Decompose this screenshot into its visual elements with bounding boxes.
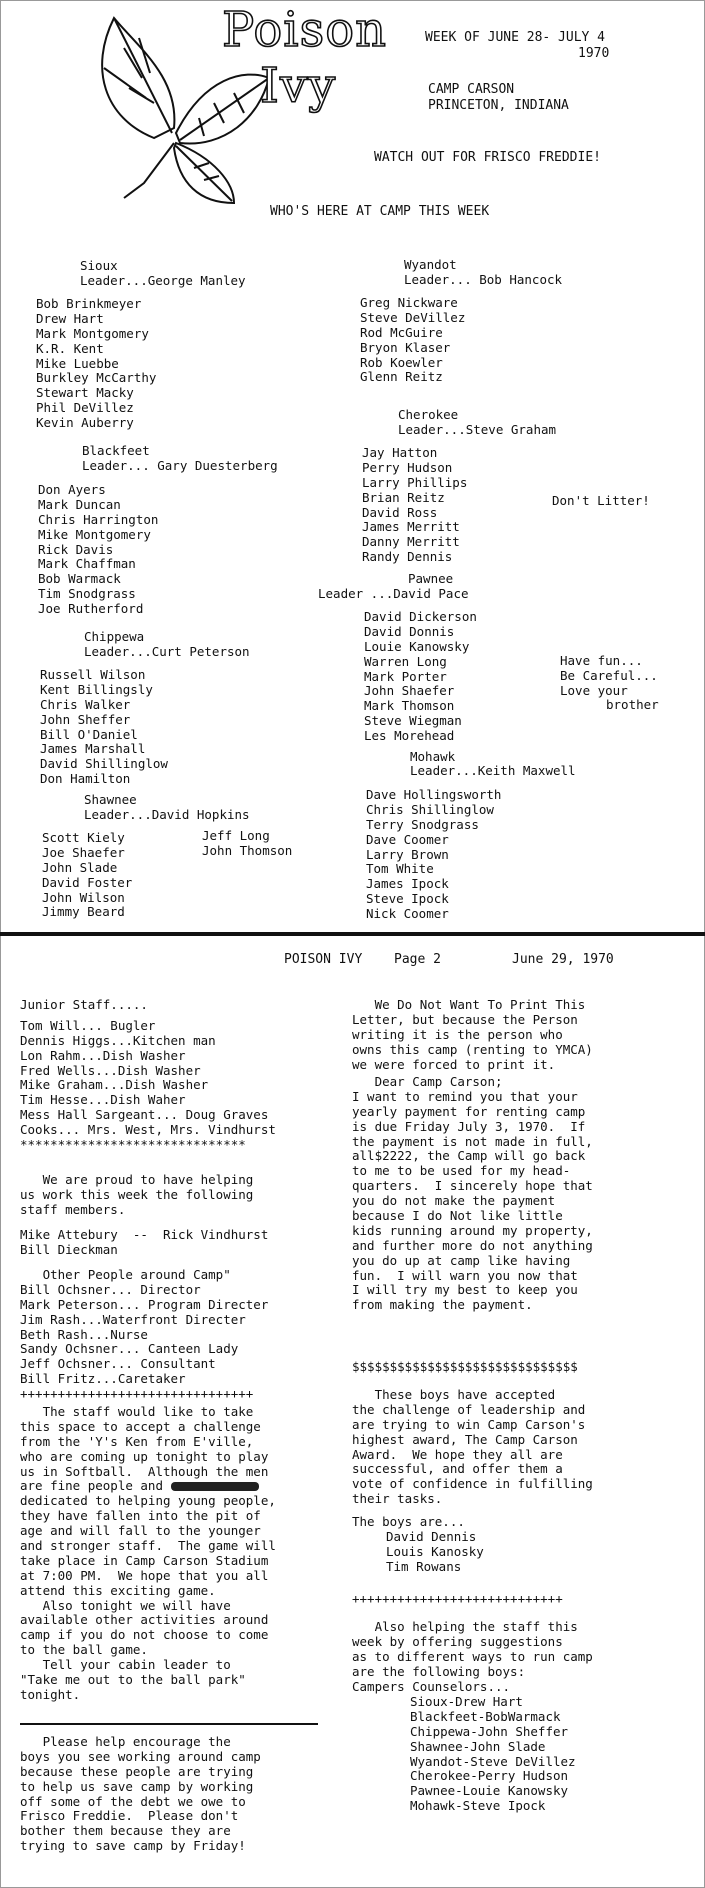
pawnee-cabin-name: Pawnee <box>408 571 454 586</box>
list-item: Scott Kiely <box>42 830 125 845</box>
junior-staff-section <box>20 998 276 1153</box>
list-item: Nick Coomer <box>366 906 449 922</box>
list-item: Mike Luebbe <box>36 355 119 371</box>
other-people-list <box>20 1268 268 1402</box>
list-item: Pawnee-Louie Kanowsky <box>410 1783 569 1799</box>
list-item: Bill Ochsner... Director <box>20 1281 201 1297</box>
list-item: David Foster <box>42 874 133 890</box>
list-item: Mark Duncan <box>38 496 121 512</box>
text-line: at 7:00 PM. We hope that you all <box>20 1567 269 1583</box>
list-item: Mohawk-Steve Ipock <box>410 1798 546 1814</box>
text-line: We are proud to have helping <box>20 1172 254 1187</box>
text-line: trying to save camp by Friday! <box>20 1838 246 1854</box>
text-line: their tasks. <box>352 1491 443 1507</box>
list-item: Burkley McCarthy <box>36 370 157 386</box>
list-item: Steve Ipock <box>366 891 449 907</box>
pawnee-members <box>364 610 477 744</box>
list-item: Tim Hesse...Dish Waher <box>20 1092 186 1108</box>
list-item: David Dennis <box>386 1529 477 1544</box>
text-line: bother them because they are <box>20 1823 231 1839</box>
list-item: James Merritt <box>362 519 460 535</box>
text-line: are fine people and <box>20 1479 276 1494</box>
list-item: John Slade <box>42 859 118 875</box>
camp-location: PRINCETON, INDIANA <box>428 98 569 113</box>
warning-line: WATCH OUT FOR FRISCO FREDDIE! <box>374 150 601 165</box>
list-item: Shawnee-John Slade <box>410 1738 546 1754</box>
list-item: Chris Walker <box>40 696 131 712</box>
list-item: Mess Hall Sargeant... Doug Graves <box>20 1107 269 1123</box>
page2-header-date: June 29, 1970 <box>512 952 614 967</box>
list-item: Phil DeVillez <box>36 400 134 416</box>
list-item: Wyandot-Steve DeVillez <box>410 1753 576 1769</box>
list-item: Tim Rowans <box>386 1558 462 1574</box>
text-line: and stronger staff. The game will <box>20 1538 276 1554</box>
list-item: David Dickerson <box>364 609 477 624</box>
list-item: Les Morehead <box>364 728 455 744</box>
letter-body <box>352 1075 593 1313</box>
text-line: the payment is not made in full, <box>352 1133 593 1149</box>
chippewa-cabin-name: Chippewa <box>84 629 145 644</box>
boys-are-label: The boys are... <box>352 1514 465 1529</box>
text-line: Also tonight we will have <box>20 1597 231 1613</box>
blackfeet-cabin-name: Blackfeet <box>82 443 150 458</box>
text-line: from making the payment. <box>352 1297 533 1313</box>
text-line: we were forced to print it. <box>352 1056 556 1072</box>
list-item: Sioux-Drew Hart <box>410 1694 523 1709</box>
pawnee-leader: Leader ...David Pace <box>318 586 469 601</box>
sioux-leader: Leader...George Manley <box>80 273 246 288</box>
text-line: week by offering suggestions <box>352 1633 563 1649</box>
list-item: Randy Dennis <box>362 549 453 565</box>
text-line: are trying to win Camp Carson's <box>352 1416 586 1432</box>
list-item: Dennis Higgs...Kitchen man <box>20 1032 216 1048</box>
list-item: Sandy Ochsner... Canteen Lady <box>20 1341 239 1357</box>
award-boys-list <box>386 1530 484 1575</box>
text-line: kids running around my property, <box>352 1222 593 1238</box>
chippewa-leader: Leader...Curt Peterson <box>84 644 250 659</box>
text-line: Award. We hope they all are <box>352 1446 563 1462</box>
text-line: camp if you do not choose to come <box>20 1627 269 1643</box>
list-item: David Ross <box>362 504 438 520</box>
text-line: tonight. <box>20 1686 81 1702</box>
shawnee-leader: Leader...David Hopkins <box>84 807 250 822</box>
list-item: Mike Graham...Dish Washer <box>20 1077 209 1093</box>
list-item: Rod McGuire <box>360 324 443 340</box>
text-line: I want to remind you that your <box>352 1088 578 1104</box>
shawnee-members-left <box>42 831 132 920</box>
list-item: Don Ayers <box>38 482 106 497</box>
page2-header-page: Page 2 <box>394 952 441 967</box>
list-item: Steve DeVillez <box>360 309 466 325</box>
mohawk-members <box>366 788 501 922</box>
list-item: Drew Hart <box>36 310 104 326</box>
list-item: John Sheffer <box>40 711 131 727</box>
sioux-cabin-name: Sioux <box>80 258 118 273</box>
text-line: quarters. I sincerely hope that <box>352 1178 593 1194</box>
challenge-paragraph <box>20 1405 276 1703</box>
list-item: Larry Brown <box>366 846 449 862</box>
left-column-divider <box>20 1723 318 1725</box>
cherokee-leader: Leader...Steve Graham <box>398 422 557 437</box>
blackfeet-members <box>38 483 158 617</box>
page-divider <box>0 932 705 936</box>
text-line: the challenge of leadership and <box>352 1401 586 1417</box>
text-line: These boys have accepted <box>352 1387 556 1402</box>
list-item: John Wilson <box>42 889 125 905</box>
list-item: Danny Merritt <box>362 534 460 550</box>
list-item: Bill O'Daniel <box>40 726 138 742</box>
text-line: yearly payment for renting camp <box>352 1103 586 1119</box>
text-line: vote of confidence in fulfilling <box>352 1476 593 1492</box>
wyandot-cabin-name: Wyandot <box>404 257 457 272</box>
list-item: James Marshall <box>40 741 146 757</box>
list-item: Lon Rahm...Dish Washer <box>20 1047 186 1063</box>
list-item: Kevin Auberry <box>36 415 134 431</box>
text-line: from the 'Y's Ken from E'ville, <box>20 1433 254 1449</box>
text-line: The staff would like to take <box>20 1404 254 1419</box>
list-item: Cooks... Mrs. West, Mrs. Vindhurst <box>20 1122 276 1138</box>
text-line: dedicated to helping young people, <box>20 1493 276 1509</box>
list-item: Bryon Klaser <box>360 339 451 355</box>
text-line: us in Softball. Although the men <box>20 1463 269 1479</box>
list-item: Perry Hudson <box>362 459 453 475</box>
text-line: to the ball game. <box>20 1642 148 1658</box>
text-line: they have fallen into the pit of <box>20 1508 261 1524</box>
asterisk-divider: ****************************** <box>20 1137 246 1153</box>
text-line: is due Friday July 3, 1970. If <box>352 1118 586 1134</box>
list-item: Bill Dieckman <box>20 1241 118 1257</box>
text-line: you do up at camp like having <box>352 1252 571 1268</box>
list-item: Cherokee-Perry Hudson <box>410 1768 569 1784</box>
list-item: Joe Shaefer <box>42 844 125 860</box>
helping-paragraph <box>352 1620 593 1694</box>
dont-litter-note: Don't Litter! <box>552 493 650 508</box>
blackfeet-leader: Leader... Gary Duesterberg <box>82 458 278 473</box>
text-line: attend this exciting game. <box>20 1582 216 1598</box>
list-item: Don Hamilton <box>40 771 131 787</box>
list-item: Steve Wiegman <box>364 713 462 729</box>
text-line: available other activities around <box>20 1612 269 1628</box>
award-paragraph <box>352 1388 593 1507</box>
list-item: James Ipock <box>366 876 449 892</box>
text-line: Tell your cabin leader to <box>20 1657 231 1673</box>
text-line: highest award, The Camp Carson <box>352 1431 578 1447</box>
list-item: Brian Reitz <box>362 489 445 505</box>
text-line: and further more do not anything <box>352 1237 593 1253</box>
page2-header-title: POISON IVY <box>284 952 363 967</box>
week-line: WEEK OF JUNE 28- JULY 4 <box>425 30 606 45</box>
text-line: I will try my best to keep you <box>352 1282 578 1298</box>
masthead-title-poison: Poison <box>222 2 388 58</box>
cherokee-cabin-name: Cherokee <box>398 407 459 422</box>
counselors-list <box>410 1695 576 1814</box>
text-line: We Do Not Want To Print This <box>352 997 586 1012</box>
text-line: off some of the debt we owe to <box>20 1793 246 1809</box>
list-item: Louis Kanosky <box>386 1543 484 1559</box>
text-line: because these people are trying <box>20 1763 254 1779</box>
list-item: Joe Rutherford <box>38 601 144 617</box>
text-line: Campers Counselors... <box>352 1678 511 1694</box>
list-item: Mike Attebury -- Rick Vindhurst <box>20 1227 269 1242</box>
list-item: Tom White <box>366 861 434 877</box>
letter-intro <box>352 998 593 1072</box>
be-careful-note: Be Careful... <box>560 668 658 683</box>
text-line: Dear Camp Carson; <box>352 1074 503 1089</box>
dollar-divider: $$$$$$$$$$$$$$$$$$$$$$$$$$$$$$ <box>352 1359 578 1374</box>
list-item: Beth Rash...Nurse <box>20 1326 148 1342</box>
list-item: Glenn Reitz <box>360 369 443 385</box>
list-item: John Thomson <box>202 842 293 858</box>
list-item: Jay Hatton <box>362 445 438 460</box>
text-line: all$2222, the Camp will go back <box>352 1148 586 1164</box>
list-item: Mark Montgomery <box>36 325 149 341</box>
section-heading: WHO'S HERE AT CAMP THIS WEEK <box>270 204 490 219</box>
wyandot-leader: Leader... Bob Hancock <box>404 272 563 287</box>
list-item: Chris Shillinglow <box>366 801 494 817</box>
list-item: Bill Fritz...Caretaker <box>20 1371 186 1387</box>
plus-divider-right: ++++++++++++++++++++++++++++ <box>352 1591 563 1606</box>
list-item: Bob Brinkmeyer <box>36 296 142 311</box>
chippewa-members <box>40 668 168 787</box>
list-item: Chris Harrington <box>38 511 159 527</box>
list-item: Greg Nickware <box>360 295 458 310</box>
list-item: Jeff Ochsner... Consultant <box>20 1356 216 1372</box>
text-line: Please help encourage the <box>20 1734 231 1749</box>
year-line: 1970 <box>578 46 610 61</box>
text-line: as to different ways to run camp <box>352 1648 593 1664</box>
list-item: Rob Koewler <box>360 354 443 370</box>
text-line: owns this camp (renting to YMCA) <box>352 1041 593 1057</box>
text-line: Letter, but because the Person <box>352 1011 578 1027</box>
text-line: to help us save camp by working <box>20 1778 254 1794</box>
list-item: Kent Billingsly <box>40 681 153 697</box>
text-line: this space to accept a challenge <box>20 1418 261 1434</box>
text-line: to me to be used for my head- <box>352 1163 571 1179</box>
scribbled-out-word <box>171 1482 259 1491</box>
list-item: Warren Long <box>364 653 447 669</box>
text-line: you do not make the payment <box>352 1193 556 1209</box>
text-line: Also helping the staff this <box>352 1619 578 1634</box>
text-line: "Take me out to the ball park" <box>20 1672 246 1688</box>
junior-staff-heading: Junior Staff..... <box>20 997 148 1012</box>
mohawk-leader: Leader...Keith Maxwell <box>410 763 576 778</box>
text-line: staff members. <box>20 1201 126 1217</box>
list-item: Louie Kanowsky <box>364 638 470 654</box>
proud-paragraph <box>20 1173 253 1218</box>
wyandot-members <box>360 296 465 385</box>
text-line: Frisco Freddie. Please don't <box>20 1808 239 1824</box>
shawnee-cabin-name: Shawnee <box>84 792 137 807</box>
cherokee-members <box>362 446 467 565</box>
love-your-note: Love your <box>560 683 628 698</box>
list-item: Stewart Macky <box>36 385 134 401</box>
plus-divider: +++++++++++++++++++++++++++++++ <box>20 1386 254 1402</box>
list-item: John Shaefer <box>364 683 455 699</box>
list-item: Tim Snodgrass <box>38 586 136 602</box>
list-item: Bob Warmack <box>38 571 121 587</box>
mohawk-cabin-name: Mohawk <box>410 749 456 764</box>
list-item: David Shillinglow <box>40 756 168 772</box>
staff-members <box>20 1228 268 1258</box>
text-line: age and will fall to the younger <box>20 1523 261 1539</box>
sioux-members <box>36 297 156 431</box>
text-line: us work this week the following <box>20 1186 254 1202</box>
text-line: are the following boys: <box>352 1663 526 1679</box>
list-item: Dave Hollingsworth <box>366 787 502 802</box>
list-item: Jim Rash...Waterfront Directer <box>20 1311 246 1327</box>
list-item: Dave Coomer <box>366 831 449 847</box>
text-line: successful, and offer them a <box>352 1461 563 1477</box>
brother-note: brother <box>606 697 659 712</box>
list-item: Mark Thomson <box>364 698 455 714</box>
list-item: Other People around Camp" <box>20 1267 231 1282</box>
list-item: Tom Will... Bugler <box>20 1017 156 1033</box>
list-item: Chippewa-John Sheffer <box>410 1723 569 1739</box>
masthead-title-ivy: Ivy <box>260 58 337 114</box>
list-item: Fred Wells...Dish Washer <box>20 1062 201 1078</box>
encourage-paragraph <box>20 1735 261 1854</box>
text-line: who are coming up tonight to play <box>20 1448 269 1464</box>
text-line: writing it is the person who <box>352 1026 563 1042</box>
list-item: Larry Phillips <box>362 474 468 490</box>
list-item: K.R. Kent <box>36 340 104 356</box>
list-item: Jimmy Beard <box>42 904 125 920</box>
list-item: Mark Peterson... Program Directer <box>20 1296 269 1312</box>
shawnee-members-right <box>202 829 292 859</box>
camp-name: CAMP CARSON <box>428 82 515 97</box>
have-fun-note: Have fun... <box>560 653 643 668</box>
text-line: boys you see working around camp <box>20 1748 261 1764</box>
list-item: David Donnis <box>364 623 455 639</box>
list-item: Jeff Long <box>202 828 270 843</box>
list-item: Mark Porter <box>364 668 447 684</box>
text-line: take place in Camp Carson Stadium <box>20 1552 269 1568</box>
list-item: Mike Montgomery <box>38 526 151 542</box>
text-line: fun. I will warn you now that <box>352 1267 578 1283</box>
list-item: Rick Davis <box>38 541 114 557</box>
list-item: Terry Snodgrass <box>366 816 479 832</box>
list-item: Russell Wilson <box>40 667 146 682</box>
list-item: Mark Chaffman <box>38 556 136 572</box>
text-line: because I do Not like little <box>352 1208 563 1224</box>
list-item: Blackfeet-BobWarmack <box>410 1708 561 1724</box>
